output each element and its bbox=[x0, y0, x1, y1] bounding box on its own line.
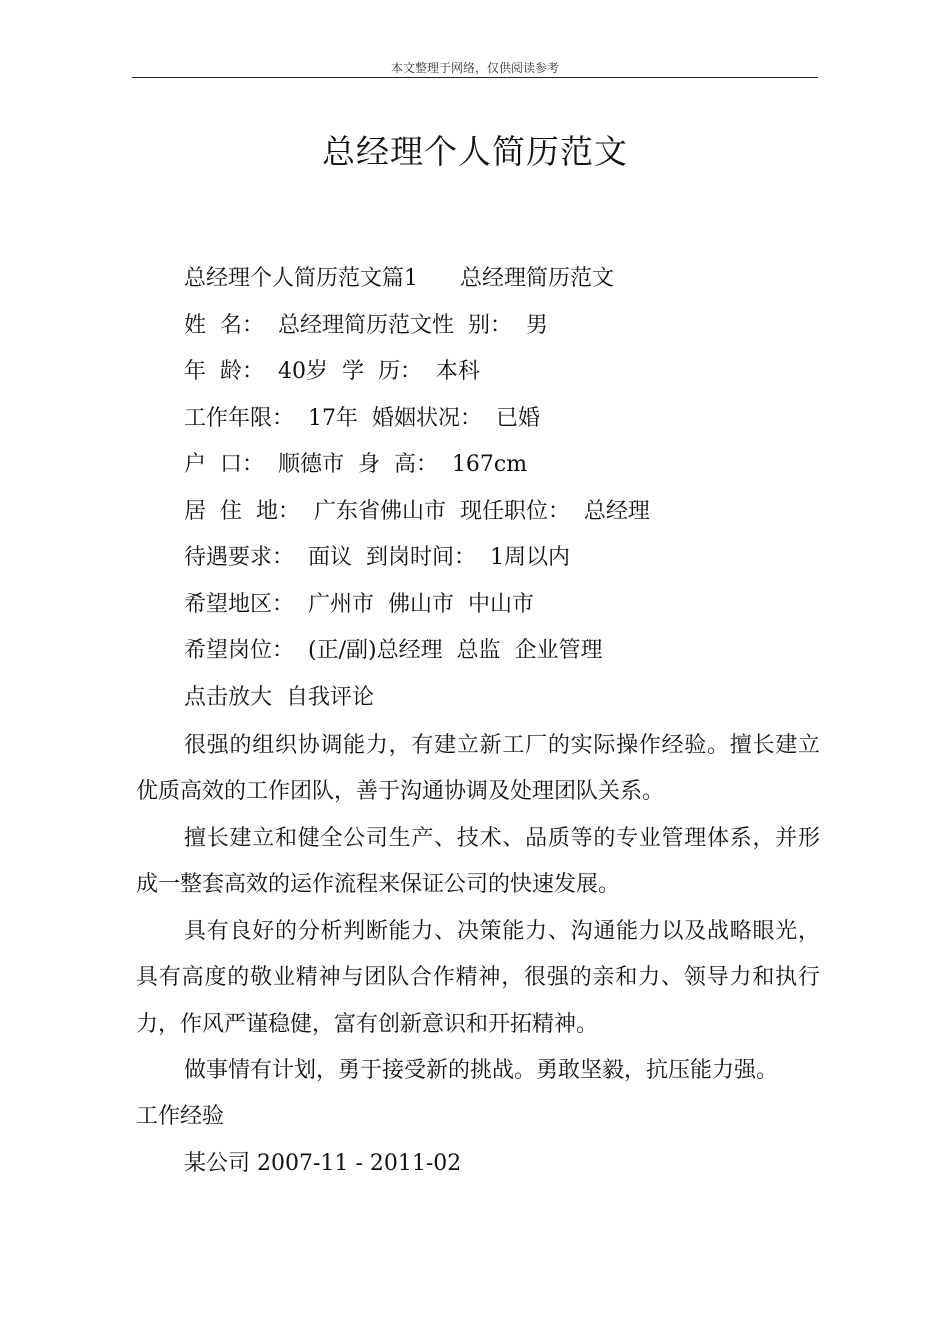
info-line-name-gender: 姓 名： 总经理简历范文性 别： 男 bbox=[184, 313, 548, 338]
info-line-years-marital: 工作年限： 17年 婚姻状况： 已婚 bbox=[184, 406, 540, 431]
work-entry: 某公司 2007-11 - 2011-02 bbox=[184, 1151, 462, 1176]
document-title: 总经理个人简历范文 bbox=[322, 132, 628, 171]
info-line-age-education: 年 龄： 40岁 学 历： 本科 bbox=[184, 359, 480, 384]
info-line-regions: 希望地区： 广州市 佛山市 中山市 bbox=[184, 592, 534, 617]
paragraph-abilities: 具有良好的分析判断能力、决策能力、沟通能力以及战略眼光，具有高度的敬业精神与团队合作精神，很强的亲和力、领导力和执行力，作风严谨稳健，富有创新意识和开拓精神。 bbox=[136, 919, 820, 1037]
info-line-residence-position: 居 住 地： 广东省佛山市 现任职位： 总经理 bbox=[184, 499, 650, 524]
paragraph-coordination: 很强的组织协调能力，有建立新工厂的实际操作经验。擅长建立优质高效的工作团队，善于沟通协调及处理团队关系。 bbox=[136, 733, 820, 805]
info-line-heading: 总经理个人简历范文篇1 总经理简历范文 bbox=[184, 266, 614, 291]
header-divider bbox=[132, 77, 818, 78]
info-line-hukou-height: 户 口： 顺德市 身 高： 167cm bbox=[184, 452, 528, 477]
header-note: 本文整理于网络，仅供阅读参考 bbox=[390, 61, 559, 75]
work-experience-heading: 工作经验 bbox=[136, 1104, 225, 1129]
info-line-desired-post: 希望岗位： (正/副)总经理 总监 企业管理 bbox=[184, 638, 603, 663]
self-evaluation-heading: 点击放大 自我评论 bbox=[184, 685, 374, 710]
paragraph-planning: 做事情有计划，勇于接受新的挑战。勇敢坚毅，抗压能力强。 bbox=[184, 1058, 779, 1083]
paragraph-management-system: 擅长建立和健全公司生产、技术、品质等的专业管理体系，并形成一整套高效的运作流程来保证公司的快速发展。 bbox=[136, 826, 820, 898]
info-line-salary-start: 待遇要求： 面议 到岗时间： 1周以内 bbox=[184, 545, 570, 570]
